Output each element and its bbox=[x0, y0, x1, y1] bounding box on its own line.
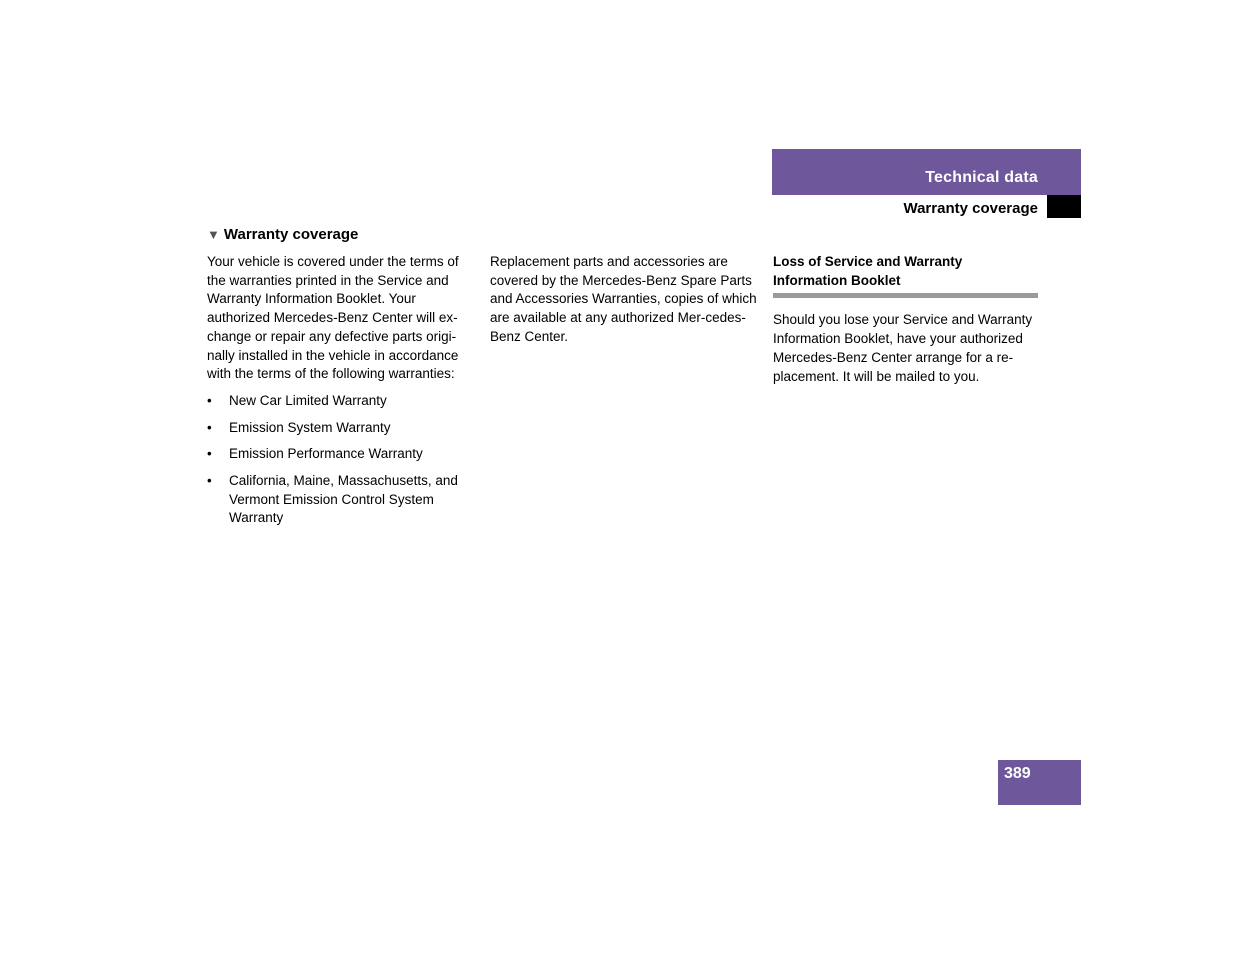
section-marker-block bbox=[1047, 195, 1081, 218]
subheading-line-1: Loss of Service and Warranty bbox=[773, 254, 963, 269]
bullet-icon: • bbox=[207, 446, 212, 462]
subheading-rule bbox=[773, 293, 1038, 298]
section-header-title: Warranty coverage bbox=[903, 200, 1038, 217]
triangle-down-icon: ▼ bbox=[207, 227, 220, 242]
section-title bbox=[207, 226, 358, 243]
list-item-text: Emission System Warranty bbox=[229, 419, 391, 435]
loss-paragraph: Should you lose your Service and Warranty Information Booklet, have your authorized Mercedes-Benz Center arrange for a re-placement. It will be mailed to you. bbox=[773, 312, 1033, 384]
section-title-text: Warranty coverage bbox=[223, 226, 359, 243]
chapter-title: Technical data bbox=[925, 169, 1038, 186]
intro-paragraph: Your vehicle is covered under the terms of the warranties printed in the Service and Warranty Information Booklet. Your authorized Mercedes-Benz Center will ex-change or repair any defective parts origi-nally installed in the vehicle in accordance with the terms of the following warranties: bbox=[207, 254, 459, 382]
list-item-text: California, Maine, Massachusetts, and Vermont Emission Control System Warranty bbox=[229, 473, 458, 526]
loss-subheading bbox=[773, 253, 1038, 290]
bullet-icon: • bbox=[207, 419, 212, 435]
column-1 bbox=[207, 253, 477, 536]
list-item bbox=[207, 392, 477, 411]
warranty-list bbox=[207, 392, 477, 528]
list-item-text: Emission Performance Warranty bbox=[229, 446, 423, 462]
list-item bbox=[207, 419, 477, 438]
replacement-parts-paragraph: Replacement parts and accessories are covered by the Mercedes-Benz Spare Parts and Accessories Warranties, copies of which are available at any authorized Mer-cedes-Benz Center. bbox=[490, 254, 757, 344]
chapter-header-band bbox=[772, 149, 1081, 195]
subheading-line-2: Information Booklet bbox=[773, 272, 901, 288]
bullet-icon: • bbox=[207, 392, 212, 408]
page-number-box bbox=[998, 760, 1081, 805]
list-item-text: New Car Limited Warranty bbox=[229, 392, 387, 408]
column-3 bbox=[773, 253, 1038, 386]
page-number: 389 bbox=[1004, 765, 1031, 782]
list-item bbox=[207, 472, 477, 528]
bullet-icon: • bbox=[207, 473, 212, 489]
list-item bbox=[207, 445, 477, 464]
column-2 bbox=[490, 253, 758, 347]
